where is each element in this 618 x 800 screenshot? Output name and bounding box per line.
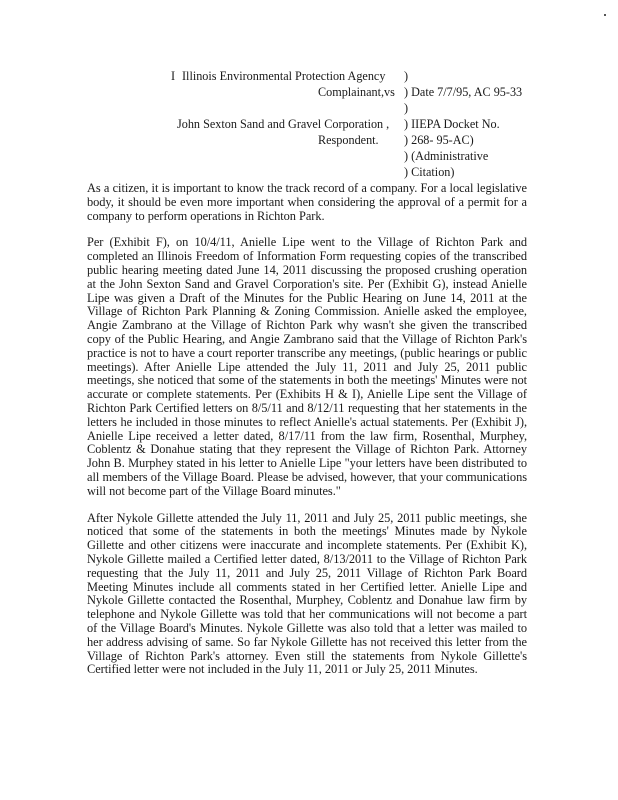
caption-marker: I [171,69,176,83]
caption-respondent: Respondent. [318,133,379,147]
caption-docket-number: ) 268- 95-AC) [404,133,474,147]
caption-paren: ) [404,69,409,83]
document-body [87,182,527,690]
caption-citation: ) Citation) [404,165,455,179]
caption-vs: vs [384,85,395,99]
caption-administrative: ) (Administrative [404,149,489,163]
caption-complainant: Complainant, [318,85,385,99]
paragraph-intro: As a citizen, it is important to know the track record of a company. For a local legislative body, it should be even more important when considering the approval of a permit for a company to perform operations in Richton Park. [87,181,527,223]
caption-docket: ) IIEPA Docket No. [404,117,500,131]
case-caption [0,0,618,179]
paragraph-gillette: After Nykole Gillette attended the July 11, 2011 and July 25, 2011 public meetings, she noticed that some of the statements in both the meetings' Minutes made by Nykole Gillette and other citizens were inaccurate and incomplete statements. Per (Exhibit K), Nykole Gillette mailed a Certified letter dated, 8/13/2011 to the Village of Richton Park requesting that the July 11, 2011 and July 25, 2011 Village of Richton Park Board Meeting Minutes include all comments stated in her Certified letter. Anielle Lipe and Nykole Gillette contacted the Rosenthal, Murphey, Coblentz and Donahue law firm by telephone and Nykole Gillette was told that her communications will not become a part of the Village Board's Minutes. Nykole Gillette was also told that a letter was mailed to her address advising of same. So far Nykole Gillette has not received this letter from the Village of Richton Park's attorney. Even still the statements from Nykole Gillette's Certified letter were not included in the July 11, 2011 or July 25, 2011 Minutes. [87,510,527,677]
caption-paren: ) [404,101,409,115]
caption-agency: Illinois Environmental Protection Agency [182,69,386,83]
caption-date: ) Date 7/7/95, AC 95-33 [404,85,523,99]
paragraph-lipe: Per (Exhibit F), on 10/4/11, Anielle Lipe went to the Village of Richton Park and completed an Illinois Freedom of Information Form requesting copies of the transcribed public hearing meeting dated June 14, 2011 discussing the proposed crushing operation at the John Sexton Sand and Gravel Corporation's site. Per (Exhibit G), instead Anielle Lipe was given a Draft of the Minutes for the Public Hearing on June 14, 2011 at the Village of Richton Park Planning & Zoning Commission. Anielle asked the employee, Angie Zambrano at the Village of Richton Park why wasn't she given the transcribed copy of the Public Hearing, and Angie Zambrano said that the Village of Richton Park's practice is not to have a court reporter transcribe any meetings, (public hearings or public meetings). After Anielle Lipe attended the July 11, 2011 and July 25, 2011 public meetings, she noticed that some of the statements in both the meetings' Minutes were not accurate or complete statements. Per (Exhibits H & I), Anielle Lipe sent the Village of Richton Park Certified letters on 8/5/11 and 8/12/11 requesting that her statements in the letters he included in those minutes to reflect Anielle's actual statements. Per (Exhibit J), Anielle Lipe received a letter dated, 8/17/11 from the law firm, Rosenthal, Murphey, Coblentz & Donahue stating that they represent the Village of Richton Park. Attorney John B. Murphey stated in his letter to Anielle Lipe "your letters have been distributed to all members of the Village Board. Please be advised, however, that your communications will not become part of the Village Board minutes." [87,235,527,498]
caption-corporation: John Sexton Sand and Gravel Corporation , [177,117,390,131]
